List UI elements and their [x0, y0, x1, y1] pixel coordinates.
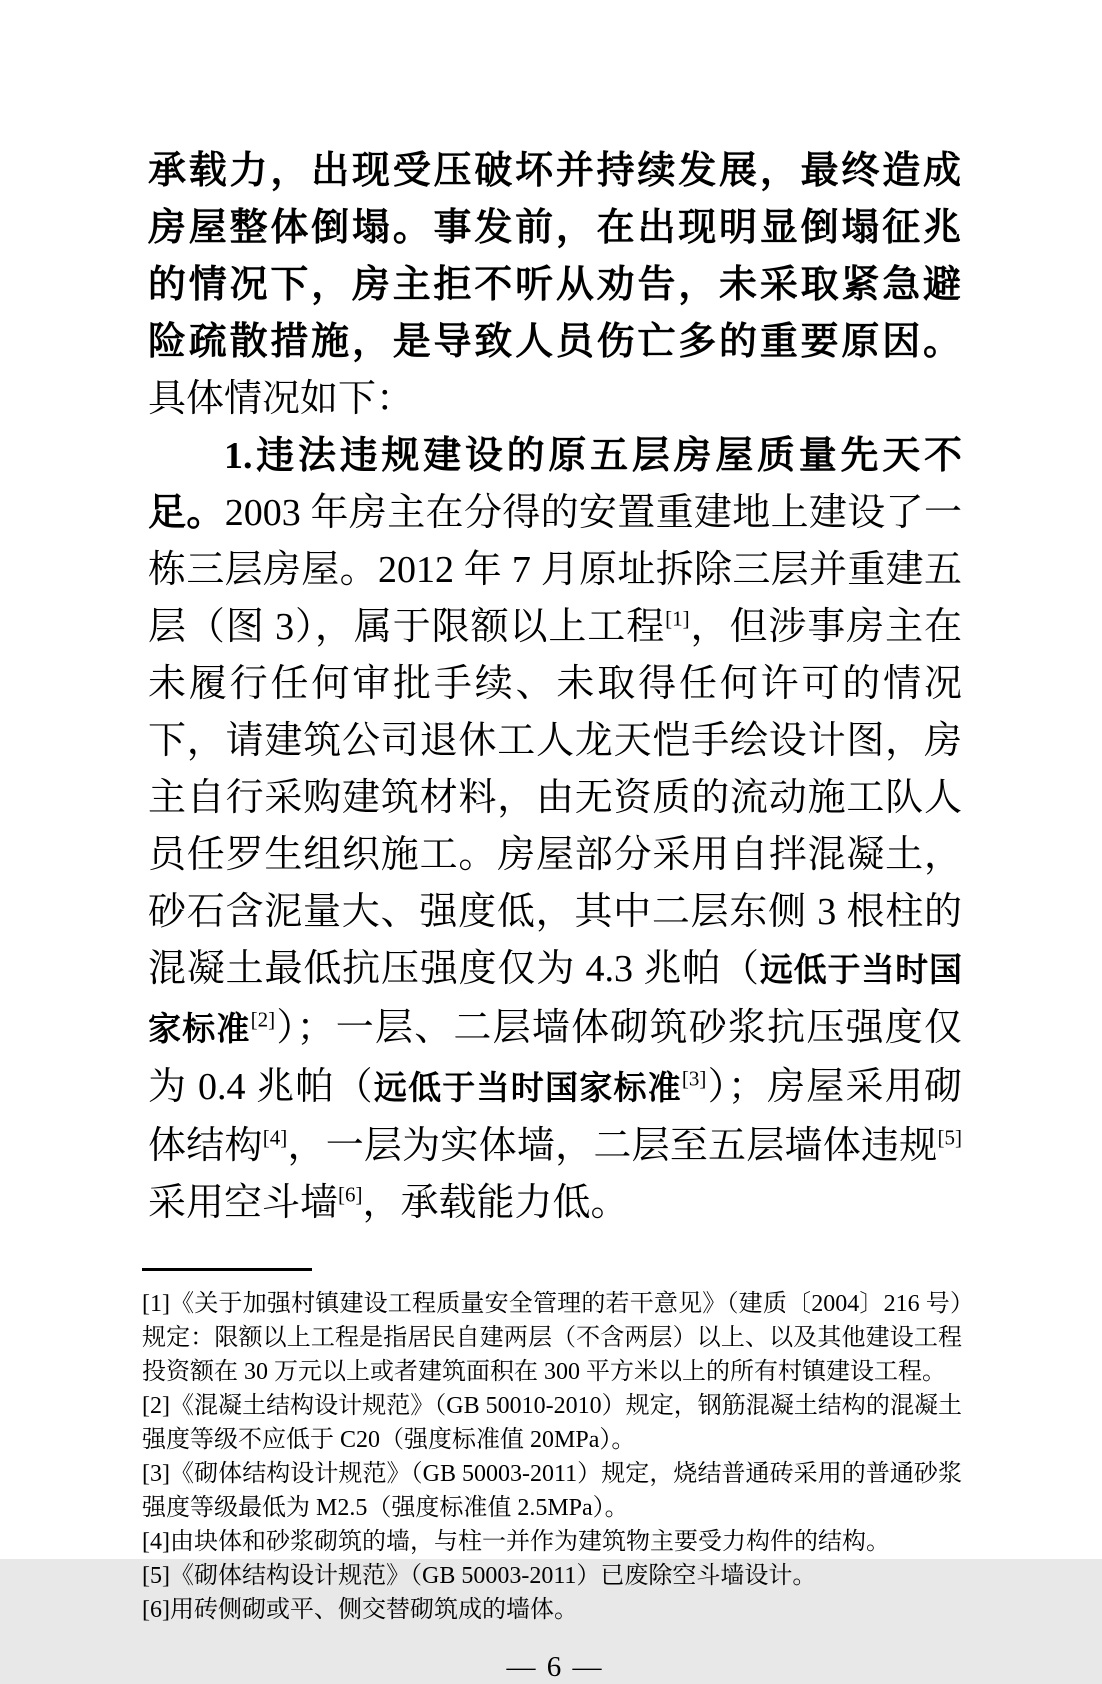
- body-segment: ，一层为实体墙，二层至五层墙体违规: [287, 1125, 938, 1167]
- footnote-ref-5: [5]: [937, 1125, 962, 1150]
- footnotes-section: [142, 1287, 962, 1627]
- document-body: [148, 143, 962, 1232]
- body-segment: ）；房屋采用砌体结构: [148, 1066, 962, 1167]
- footnote-ref-2: [2]: [250, 1007, 276, 1032]
- footnote-item-2: [2]《混凝土结构设计规范》（GB 50010-2010）规定，钢筋混凝土结构的混凝土强度等级不应低于 C20（强度标准值 20MPa）。: [142, 1393, 962, 1453]
- paragraph-carryover: [148, 143, 962, 428]
- body-segment: 采用空斗墙: [148, 1182, 339, 1224]
- footnote-ref-3: [3]: [681, 1066, 707, 1091]
- footnote-ref-1: [1]: [665, 606, 690, 631]
- footnote-item-3: [3]《砌体结构设计规范》（GB 50003-2011）规定，烧结普通砖采用的普通砂浆强度等级最低为 M2.5（强度标准值 2.5MPa）。: [142, 1461, 962, 1521]
- body-segment: ）；一层、二层墙体砌筑砂浆抗压强度仅为 0.4 兆帕（: [148, 1007, 962, 1108]
- paragraph-item-1: [148, 428, 962, 1232]
- footnote-separator-rule: [142, 1268, 312, 1271]
- footnote-item-6: [6]用砖侧砌或平、侧交替砌筑成的墙体。: [142, 1597, 578, 1623]
- paragraph-carryover-normal-text: 具体情况如下：: [148, 378, 415, 420]
- body-segment: ，承载能力低。: [362, 1182, 629, 1224]
- body-segment: 2003 年房主在分得的安置重建地上建设了一栋三层房屋。2012 年 7 月原址拆除三层并重建五层（图 3），属于限额以上工程: [148, 492, 962, 648]
- body-segment: ，但涉事房主在未履行任何审批手续、未取得任何许可的情况下，请建筑公司退休工人龙天恺手绘设计图，房主自行采购建筑材料，由无资质的流动施工队人员任罗生组织施工。房屋部分采用自拌混凝土，砂石含泥量大、强度低，其中二层东侧 3 根柱的混凝土最低抗压强度仅为 4.3 兆帕（: [148, 606, 962, 990]
- footnote-ref-6: [6]: [338, 1182, 363, 1207]
- footnote-ref-4: [4]: [262, 1125, 288, 1150]
- footnote-item-5: [5]《砌体结构设计规范》（GB 50003-2011）已废除空斗墙设计。: [142, 1563, 817, 1589]
- subheading-item-1: 1.违法违规建设的原五层房屋质量先天不足。: [148, 435, 962, 534]
- paragraph-carryover-bold-text: 承载力，出现受压破坏并持续发展，最终造成房屋整体倒塌。事发前，在出现明显倒塌征兆的情况下，房主拒不听从劝告，未采取紧急避险疏散措施，是导致人员伤亡多的重要原因。: [148, 150, 962, 363]
- footnote-item-1: [1]《关于加强村镇建设工程质量安全管理的若干意见》（建质〔2004〕216 号）规定：限额以上工程是指居民自建两层（不含两层）以上、以及其他建设工程投资额在 30 万元以上或者建筑面积在 300 平方米以上的所有村镇建设工程。: [142, 1291, 962, 1385]
- emphasis-segment: 远低于当时国家标准: [148, 953, 962, 1048]
- page-number: — 6 —: [506, 1651, 604, 1683]
- footnote-item-4: [4]由块体和砂浆砌筑的墙，与柱一并作为建筑物主要受力构件的结构。: [142, 1529, 890, 1555]
- emphasis-segment: 远低于当时国家标准: [373, 1071, 682, 1107]
